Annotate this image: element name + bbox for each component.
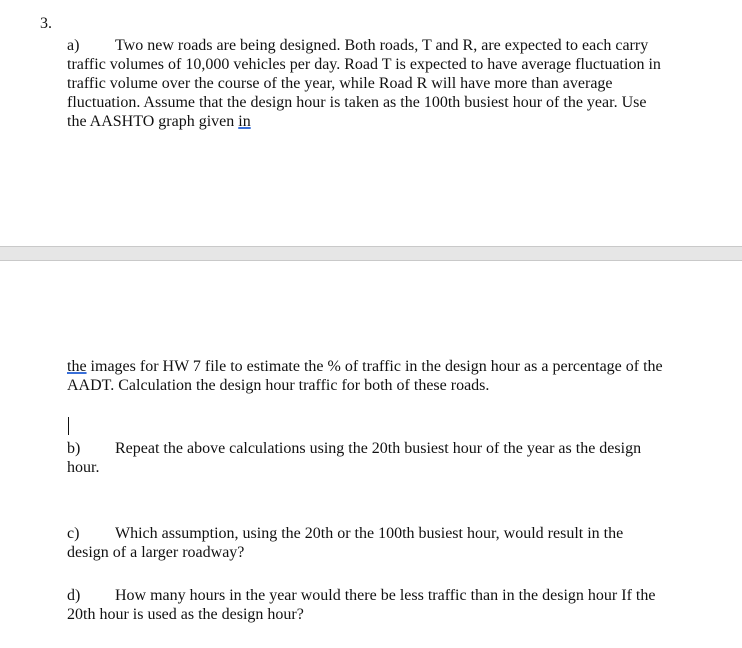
document-page-2 <box>0 261 742 648</box>
part-c-paragraph <box>67 524 667 562</box>
part-d-label: d) <box>67 587 81 604</box>
part-b-paragraph <box>67 439 667 477</box>
part-a-link-end[interactable]: in <box>238 113 251 130</box>
text-cursor <box>68 417 69 435</box>
part-a-text: Two new roads are being designed. Both roads, T and R, are expected to each carry traffic volumes of 10,000 vehicles per day. Road T is expected to have average fluctuation in traffic volume over the course of the year, while Road R will have more than average fluctuation. Assume that the design hour is taken as the 100th busiest hour of the year. Use the AASHTO graph given <box>67 37 661 130</box>
part-d-text: How many hours in the year would there be less traffic than in the design hour If the 20th hour is used as the design hour? <box>67 587 656 623</box>
part-a-continuation-text: images for HW 7 file to estimate the % of traffic in the design hour as a percentage of the AADT. Calculation the design hour traffic for both of these roads. <box>67 358 663 394</box>
part-a-continuation <box>67 357 667 395</box>
part-a-paragraph <box>67 36 667 131</box>
part-c-text: Which assumption, using the 20th or the 100th busiest hour, would result in the design of a larger roadway? <box>67 525 624 561</box>
part-b-text: Repeat the above calculations using the 20th busiest hour of the year as the design hour. <box>67 440 642 476</box>
part-a-link-start[interactable]: the <box>67 358 87 375</box>
question-number: 3. <box>40 15 52 32</box>
document-page-1 <box>0 0 742 246</box>
part-c-label: c) <box>67 525 80 542</box>
part-b-label: b) <box>67 440 81 457</box>
page-break <box>0 246 742 261</box>
part-a-label: a) <box>67 37 80 54</box>
part-d-paragraph <box>67 586 667 624</box>
